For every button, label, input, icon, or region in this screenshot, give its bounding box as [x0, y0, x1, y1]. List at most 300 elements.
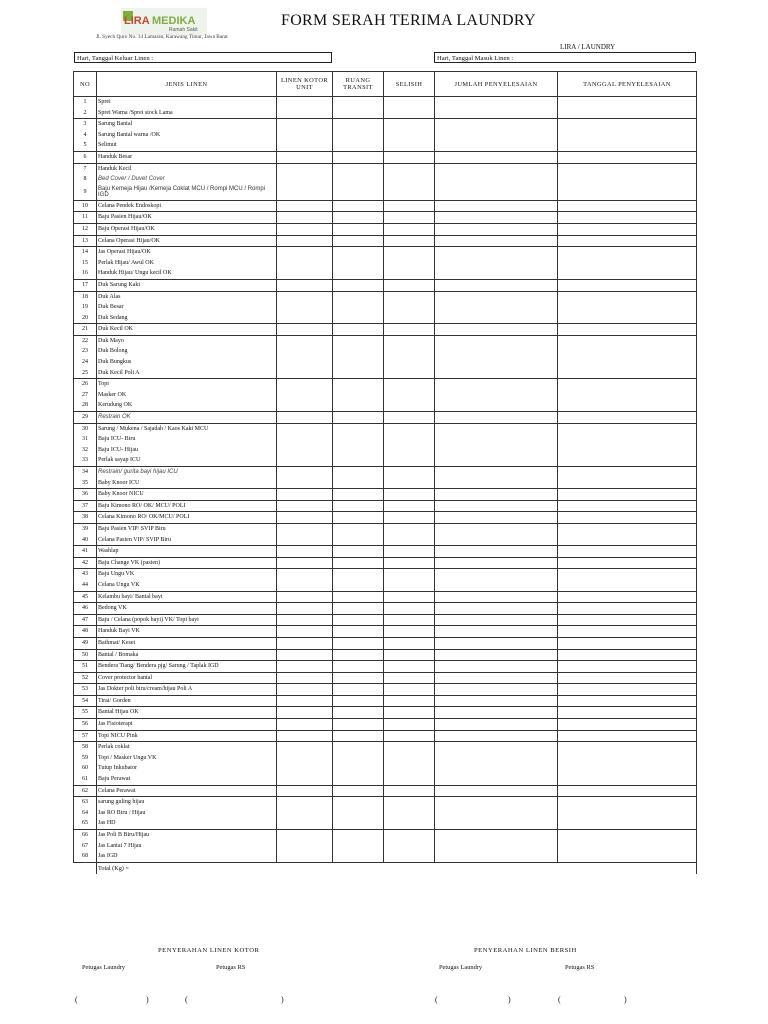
date-completed-cell[interactable]	[558, 108, 697, 119]
difference-cell[interactable]	[384, 672, 435, 684]
difference-cell[interactable]	[384, 423, 435, 434]
dirty-qty-cell[interactable]	[277, 279, 333, 291]
qty-completed-cell[interactable]	[435, 478, 558, 489]
transit-qty-cell[interactable]	[333, 637, 384, 649]
date-completed-cell[interactable]	[558, 818, 697, 829]
qty-completed-cell[interactable]	[435, 423, 558, 434]
qty-completed-cell[interactable]	[435, 223, 558, 235]
transit-qty-cell[interactable]	[333, 313, 384, 324]
transit-qty-cell[interactable]	[333, 830, 384, 841]
difference-cell[interactable]	[384, 785, 435, 797]
date-completed-cell[interactable]	[558, 455, 697, 466]
dirty-qty-cell[interactable]	[277, 774, 333, 785]
qty-completed-cell[interactable]	[435, 130, 558, 141]
date-completed-cell[interactable]	[558, 223, 697, 235]
date-completed-cell[interactable]	[558, 130, 697, 141]
difference-cell[interactable]	[384, 774, 435, 785]
difference-cell[interactable]	[384, 478, 435, 489]
qty-completed-cell[interactable]	[435, 774, 558, 785]
difference-cell[interactable]	[384, 291, 435, 302]
date-completed-cell[interactable]	[558, 830, 697, 841]
qty-completed-cell[interactable]	[435, 434, 558, 445]
qty-completed-cell[interactable]	[435, 400, 558, 411]
qty-completed-cell[interactable]	[435, 512, 558, 524]
transit-qty-cell[interactable]	[333, 390, 384, 401]
difference-cell[interactable]	[384, 313, 435, 324]
dirty-qty-cell[interactable]	[277, 672, 333, 684]
transit-qty-cell[interactable]	[333, 774, 384, 785]
difference-cell[interactable]	[384, 212, 435, 224]
dirty-qty-cell[interactable]	[277, 753, 333, 764]
difference-cell[interactable]	[384, 357, 435, 368]
dirty-qty-cell[interactable]	[277, 455, 333, 466]
qty-completed-cell[interactable]	[435, 97, 558, 108]
transit-qty-cell[interactable]	[333, 500, 384, 512]
dirty-qty-cell[interactable]	[277, 535, 333, 546]
difference-cell[interactable]	[384, 119, 435, 130]
transit-qty-cell[interactable]	[333, 368, 384, 379]
qty-completed-cell[interactable]	[435, 455, 558, 466]
date-completed-cell[interactable]	[558, 258, 697, 269]
qty-completed-cell[interactable]	[435, 302, 558, 313]
dirty-qty-cell[interactable]	[277, 223, 333, 235]
qty-completed-cell[interactable]	[435, 753, 558, 764]
qty-completed-cell[interactable]	[435, 808, 558, 819]
qty-completed-cell[interactable]	[435, 500, 558, 512]
date-completed-cell[interactable]	[558, 335, 697, 346]
date-completed-cell[interactable]	[558, 324, 697, 336]
transit-qty-cell[interactable]	[333, 434, 384, 445]
difference-cell[interactable]	[384, 719, 435, 731]
difference-cell[interactable]	[384, 557, 435, 569]
dirty-qty-cell[interactable]	[277, 412, 333, 424]
dirty-qty-cell[interactable]	[277, 108, 333, 119]
date-completed-cell[interactable]	[558, 200, 697, 212]
difference-cell[interactable]	[384, 140, 435, 151]
date-completed-cell[interactable]	[558, 235, 697, 247]
transit-qty-cell[interactable]	[333, 130, 384, 141]
qty-completed-cell[interactable]	[435, 390, 558, 401]
difference-cell[interactable]	[384, 695, 435, 707]
difference-cell[interactable]	[384, 235, 435, 247]
qty-completed-cell[interactable]	[435, 637, 558, 649]
transit-qty-cell[interactable]	[333, 535, 384, 546]
dirty-qty-cell[interactable]	[277, 235, 333, 247]
qty-completed-cell[interactable]	[435, 661, 558, 673]
date-completed-cell[interactable]	[558, 603, 697, 615]
dirty-qty-cell[interactable]	[277, 302, 333, 313]
dirty-qty-cell[interactable]	[277, 730, 333, 742]
dirty-qty-cell[interactable]	[277, 580, 333, 591]
date-completed-cell[interactable]	[558, 580, 697, 591]
qty-completed-cell[interactable]	[435, 268, 558, 279]
difference-cell[interactable]	[384, 258, 435, 269]
date-completed-cell[interactable]	[558, 742, 697, 753]
date-completed-cell[interactable]	[558, 478, 697, 489]
date-completed-cell[interactable]	[558, 247, 697, 258]
qty-completed-cell[interactable]	[435, 357, 558, 368]
dirty-qty-cell[interactable]	[277, 830, 333, 841]
dirty-qty-cell[interactable]	[277, 140, 333, 151]
date-completed-cell[interactable]	[558, 626, 697, 638]
qty-completed-cell[interactable]	[435, 684, 558, 696]
transit-qty-cell[interactable]	[333, 467, 384, 478]
dirty-qty-cell[interactable]	[277, 291, 333, 302]
transit-qty-cell[interactable]	[333, 684, 384, 696]
dirty-qty-cell[interactable]	[277, 841, 333, 852]
dirty-qty-cell[interactable]	[277, 742, 333, 753]
date-out-field[interactable]: Hari, Tanggal Keluar Linen :	[74, 52, 332, 63]
transit-qty-cell[interactable]	[333, 335, 384, 346]
difference-cell[interactable]	[384, 445, 435, 456]
date-completed-cell[interactable]	[558, 279, 697, 291]
transit-qty-cell[interactable]	[333, 851, 384, 862]
date-completed-cell[interactable]	[558, 661, 697, 673]
qty-completed-cell[interactable]	[435, 335, 558, 346]
transit-qty-cell[interactable]	[333, 797, 384, 808]
difference-cell[interactable]	[384, 742, 435, 753]
transit-qty-cell[interactable]	[333, 302, 384, 313]
transit-qty-cell[interactable]	[333, 478, 384, 489]
dirty-qty-cell[interactable]	[277, 851, 333, 862]
qty-completed-cell[interactable]	[435, 140, 558, 151]
difference-cell[interactable]	[384, 400, 435, 411]
dirty-qty-cell[interactable]	[277, 151, 333, 163]
dirty-qty-cell[interactable]	[277, 661, 333, 673]
difference-cell[interactable]	[384, 851, 435, 862]
qty-completed-cell[interactable]	[435, 313, 558, 324]
transit-qty-cell[interactable]	[333, 279, 384, 291]
transit-qty-cell[interactable]	[333, 753, 384, 764]
dirty-qty-cell[interactable]	[277, 174, 333, 185]
difference-cell[interactable]	[384, 268, 435, 279]
difference-cell[interactable]	[384, 684, 435, 696]
date-completed-cell[interactable]	[558, 119, 697, 130]
date-completed-cell[interactable]	[558, 346, 697, 357]
qty-completed-cell[interactable]	[435, 818, 558, 829]
dirty-qty-cell[interactable]	[277, 569, 333, 580]
difference-cell[interactable]	[384, 489, 435, 501]
qty-completed-cell[interactable]	[435, 174, 558, 185]
date-completed-cell[interactable]	[558, 97, 697, 108]
transit-qty-cell[interactable]	[333, 212, 384, 224]
qty-completed-cell[interactable]	[435, 151, 558, 163]
transit-qty-cell[interactable]	[333, 174, 384, 185]
dirty-qty-cell[interactable]	[277, 379, 333, 390]
dirty-qty-cell[interactable]	[277, 163, 333, 174]
dirty-qty-cell[interactable]	[277, 119, 333, 130]
date-completed-cell[interactable]	[558, 684, 697, 696]
date-completed-cell[interactable]	[558, 649, 697, 661]
qty-completed-cell[interactable]	[435, 830, 558, 841]
dirty-qty-cell[interactable]	[277, 649, 333, 661]
qty-completed-cell[interactable]	[435, 649, 558, 661]
qty-completed-cell[interactable]	[435, 258, 558, 269]
dirty-qty-cell[interactable]	[277, 797, 333, 808]
qty-completed-cell[interactable]	[435, 235, 558, 247]
date-completed-cell[interactable]	[558, 390, 697, 401]
transit-qty-cell[interactable]	[333, 523, 384, 534]
dirty-qty-cell[interactable]	[277, 614, 333, 626]
difference-cell[interactable]	[384, 368, 435, 379]
difference-cell[interactable]	[384, 247, 435, 258]
transit-qty-cell[interactable]	[333, 512, 384, 524]
qty-completed-cell[interactable]	[435, 368, 558, 379]
transit-qty-cell[interactable]	[333, 489, 384, 501]
transit-qty-cell[interactable]	[333, 580, 384, 591]
dirty-qty-cell[interactable]	[277, 212, 333, 224]
transit-qty-cell[interactable]	[333, 730, 384, 742]
dirty-qty-cell[interactable]	[277, 695, 333, 707]
dirty-qty-cell[interactable]	[277, 489, 333, 501]
difference-cell[interactable]	[384, 808, 435, 819]
dirty-qty-cell[interactable]	[277, 818, 333, 829]
difference-cell[interactable]	[384, 569, 435, 580]
qty-completed-cell[interactable]	[435, 672, 558, 684]
dirty-qty-cell[interactable]	[277, 258, 333, 269]
transit-qty-cell[interactable]	[333, 661, 384, 673]
difference-cell[interactable]	[384, 707, 435, 719]
date-completed-cell[interactable]	[558, 569, 697, 580]
date-completed-cell[interactable]	[558, 268, 697, 279]
qty-completed-cell[interactable]	[435, 614, 558, 626]
difference-cell[interactable]	[384, 763, 435, 774]
difference-cell[interactable]	[384, 379, 435, 390]
date-completed-cell[interactable]	[558, 212, 697, 224]
difference-cell[interactable]	[384, 151, 435, 163]
qty-completed-cell[interactable]	[435, 603, 558, 615]
qty-completed-cell[interactable]	[435, 557, 558, 569]
qty-completed-cell[interactable]	[435, 695, 558, 707]
transit-qty-cell[interactable]	[333, 626, 384, 638]
date-in-field[interactable]: Hari, Tanggal Masuk Linen :	[434, 52, 696, 63]
dirty-qty-cell[interactable]	[277, 357, 333, 368]
transit-qty-cell[interactable]	[333, 151, 384, 163]
difference-cell[interactable]	[384, 603, 435, 615]
transit-qty-cell[interactable]	[333, 324, 384, 336]
difference-cell[interactable]	[384, 455, 435, 466]
date-completed-cell[interactable]	[558, 291, 697, 302]
difference-cell[interactable]	[384, 649, 435, 661]
transit-qty-cell[interactable]	[333, 614, 384, 626]
transit-qty-cell[interactable]	[333, 591, 384, 603]
dirty-qty-cell[interactable]	[277, 335, 333, 346]
transit-qty-cell[interactable]	[333, 185, 384, 201]
qty-completed-cell[interactable]	[435, 291, 558, 302]
transit-qty-cell[interactable]	[333, 455, 384, 466]
date-completed-cell[interactable]	[558, 557, 697, 569]
date-completed-cell[interactable]	[558, 637, 697, 649]
dirty-qty-cell[interactable]	[277, 603, 333, 615]
transit-qty-cell[interactable]	[333, 695, 384, 707]
date-completed-cell[interactable]	[558, 174, 697, 185]
transit-qty-cell[interactable]	[333, 379, 384, 390]
date-completed-cell[interactable]	[558, 591, 697, 603]
dirty-qty-cell[interactable]	[277, 500, 333, 512]
difference-cell[interactable]	[384, 467, 435, 478]
transit-qty-cell[interactable]	[333, 400, 384, 411]
dirty-qty-cell[interactable]	[277, 591, 333, 603]
dirty-qty-cell[interactable]	[277, 478, 333, 489]
date-completed-cell[interactable]	[558, 808, 697, 819]
difference-cell[interactable]	[384, 580, 435, 591]
dirty-qty-cell[interactable]	[277, 324, 333, 336]
qty-completed-cell[interactable]	[435, 730, 558, 742]
transit-qty-cell[interactable]	[333, 603, 384, 615]
transit-qty-cell[interactable]	[333, 719, 384, 731]
qty-completed-cell[interactable]	[435, 626, 558, 638]
date-completed-cell[interactable]	[558, 163, 697, 174]
difference-cell[interactable]	[384, 841, 435, 852]
difference-cell[interactable]	[384, 185, 435, 201]
transit-qty-cell[interactable]	[333, 546, 384, 558]
difference-cell[interactable]	[384, 97, 435, 108]
transit-qty-cell[interactable]	[333, 140, 384, 151]
dirty-qty-cell[interactable]	[277, 557, 333, 569]
difference-cell[interactable]	[384, 614, 435, 626]
qty-completed-cell[interactable]	[435, 412, 558, 424]
dirty-qty-cell[interactable]	[277, 684, 333, 696]
difference-cell[interactable]	[384, 637, 435, 649]
qty-completed-cell[interactable]	[435, 119, 558, 130]
difference-cell[interactable]	[384, 390, 435, 401]
difference-cell[interactable]	[384, 130, 435, 141]
qty-completed-cell[interactable]	[435, 212, 558, 224]
date-completed-cell[interactable]	[558, 851, 697, 862]
qty-completed-cell[interactable]	[435, 797, 558, 808]
date-completed-cell[interactable]	[558, 763, 697, 774]
date-completed-cell[interactable]	[558, 719, 697, 731]
date-completed-cell[interactable]	[558, 313, 697, 324]
qty-completed-cell[interactable]	[435, 108, 558, 119]
transit-qty-cell[interactable]	[333, 785, 384, 797]
dirty-qty-cell[interactable]	[277, 97, 333, 108]
date-completed-cell[interactable]	[558, 445, 697, 456]
difference-cell[interactable]	[384, 730, 435, 742]
date-completed-cell[interactable]	[558, 730, 697, 742]
transit-qty-cell[interactable]	[333, 258, 384, 269]
date-completed-cell[interactable]	[558, 302, 697, 313]
difference-cell[interactable]	[384, 223, 435, 235]
qty-completed-cell[interactable]	[435, 247, 558, 258]
transit-qty-cell[interactable]	[333, 569, 384, 580]
dirty-qty-cell[interactable]	[277, 808, 333, 819]
date-completed-cell[interactable]	[558, 467, 697, 478]
dirty-qty-cell[interactable]	[277, 200, 333, 212]
dirty-qty-cell[interactable]	[277, 247, 333, 258]
transit-qty-cell[interactable]	[333, 223, 384, 235]
difference-cell[interactable]	[384, 830, 435, 841]
date-completed-cell[interactable]	[558, 434, 697, 445]
transit-qty-cell[interactable]	[333, 163, 384, 174]
transit-qty-cell[interactable]	[333, 357, 384, 368]
difference-cell[interactable]	[384, 523, 435, 534]
qty-completed-cell[interactable]	[435, 841, 558, 852]
transit-qty-cell[interactable]	[333, 97, 384, 108]
dirty-qty-cell[interactable]	[277, 719, 333, 731]
date-completed-cell[interactable]	[558, 785, 697, 797]
dirty-qty-cell[interactable]	[277, 185, 333, 201]
date-completed-cell[interactable]	[558, 707, 697, 719]
transit-qty-cell[interactable]	[333, 247, 384, 258]
date-completed-cell[interactable]	[558, 546, 697, 558]
difference-cell[interactable]	[384, 546, 435, 558]
qty-completed-cell[interactable]	[435, 185, 558, 201]
date-completed-cell[interactable]	[558, 423, 697, 434]
transit-qty-cell[interactable]	[333, 742, 384, 753]
transit-qty-cell[interactable]	[333, 268, 384, 279]
difference-cell[interactable]	[384, 797, 435, 808]
transit-qty-cell[interactable]	[333, 235, 384, 247]
difference-cell[interactable]	[384, 818, 435, 829]
difference-cell[interactable]	[384, 661, 435, 673]
date-completed-cell[interactable]	[558, 400, 697, 411]
dirty-qty-cell[interactable]	[277, 390, 333, 401]
date-completed-cell[interactable]	[558, 614, 697, 626]
transit-qty-cell[interactable]	[333, 200, 384, 212]
qty-completed-cell[interactable]	[435, 851, 558, 862]
difference-cell[interactable]	[384, 753, 435, 764]
date-completed-cell[interactable]	[558, 489, 697, 501]
difference-cell[interactable]	[384, 200, 435, 212]
dirty-qty-cell[interactable]	[277, 512, 333, 524]
date-completed-cell[interactable]	[558, 512, 697, 524]
date-completed-cell[interactable]	[558, 368, 697, 379]
qty-completed-cell[interactable]	[435, 324, 558, 336]
date-completed-cell[interactable]	[558, 500, 697, 512]
transit-qty-cell[interactable]	[333, 672, 384, 684]
qty-completed-cell[interactable]	[435, 785, 558, 797]
dirty-qty-cell[interactable]	[277, 400, 333, 411]
qty-completed-cell[interactable]	[435, 580, 558, 591]
difference-cell[interactable]	[384, 591, 435, 603]
transit-qty-cell[interactable]	[333, 119, 384, 130]
date-completed-cell[interactable]	[558, 672, 697, 684]
difference-cell[interactable]	[384, 626, 435, 638]
dirty-qty-cell[interactable]	[277, 268, 333, 279]
qty-completed-cell[interactable]	[435, 163, 558, 174]
qty-completed-cell[interactable]	[435, 719, 558, 731]
date-completed-cell[interactable]	[558, 185, 697, 201]
difference-cell[interactable]	[384, 108, 435, 119]
qty-completed-cell[interactable]	[435, 379, 558, 390]
qty-completed-cell[interactable]	[435, 346, 558, 357]
qty-completed-cell[interactable]	[435, 445, 558, 456]
date-completed-cell[interactable]	[558, 357, 697, 368]
date-completed-cell[interactable]	[558, 523, 697, 534]
dirty-qty-cell[interactable]	[277, 546, 333, 558]
transit-qty-cell[interactable]	[333, 707, 384, 719]
transit-qty-cell[interactable]	[333, 423, 384, 434]
dirty-qty-cell[interactable]	[277, 763, 333, 774]
difference-cell[interactable]	[384, 163, 435, 174]
transit-qty-cell[interactable]	[333, 557, 384, 569]
transit-qty-cell[interactable]	[333, 346, 384, 357]
date-completed-cell[interactable]	[558, 797, 697, 808]
transit-qty-cell[interactable]	[333, 412, 384, 424]
date-completed-cell[interactable]	[558, 140, 697, 151]
dirty-qty-cell[interactable]	[277, 467, 333, 478]
transit-qty-cell[interactable]	[333, 108, 384, 119]
difference-cell[interactable]	[384, 535, 435, 546]
dirty-qty-cell[interactable]	[277, 785, 333, 797]
dirty-qty-cell[interactable]	[277, 626, 333, 638]
dirty-qty-cell[interactable]	[277, 445, 333, 456]
transit-qty-cell[interactable]	[333, 649, 384, 661]
qty-completed-cell[interactable]	[435, 535, 558, 546]
difference-cell[interactable]	[384, 174, 435, 185]
difference-cell[interactable]	[384, 434, 435, 445]
